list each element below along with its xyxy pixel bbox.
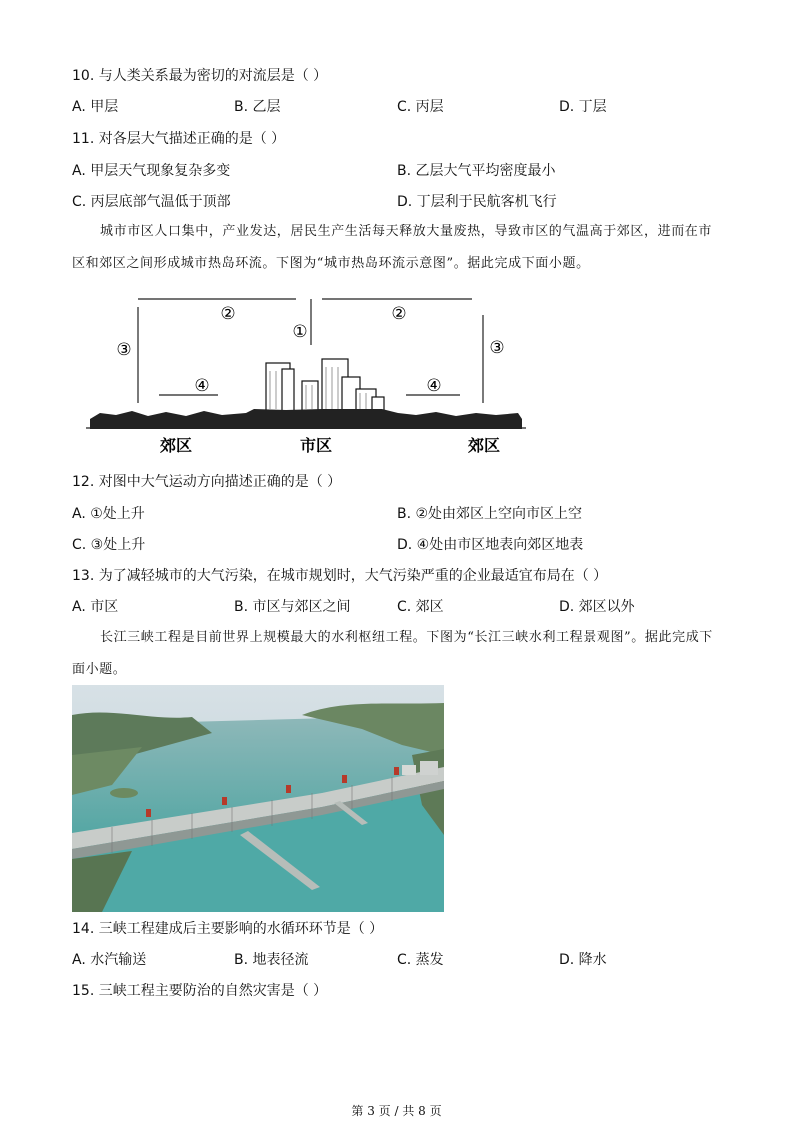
q10-option-b: B. 乙层 <box>234 99 281 115</box>
label-1: ① <box>292 322 308 342</box>
label-3-left: ③ <box>116 340 132 360</box>
q11-stem: 11. 对各层大气描述正确的是（ ） <box>72 131 286 147</box>
label-suburb-right: 郊区 <box>467 436 501 455</box>
label-2-right: ② <box>391 304 407 324</box>
q10-option-d: D. 丁层 <box>559 99 607 115</box>
q13-stem: 13. 为了减轻城市的大气污染，在城市规划时，大气污染严重的企业最适宜布局在（ ） <box>72 568 608 584</box>
q10-option-c: C. 丙层 <box>397 99 444 115</box>
q11-option-a: A. 甲层天气现象复杂多变 <box>72 163 231 179</box>
label-urban: 市区 <box>299 436 333 455</box>
q13-option-b: B. 市区与郊区之间 <box>234 599 351 615</box>
heat-island-diagram <box>86 285 526 455</box>
q15-stem: 15. 三峡工程主要防治的自然灾害是（ ） <box>72 983 328 999</box>
ground-silhouette <box>90 409 522 429</box>
page-footer: 第 3 页 / 共 8 页 <box>351 1104 442 1118</box>
q11-option-b: B. 乙层大气平均密度最小 <box>397 163 556 179</box>
q12-option-b: B. ②处由郊区上空向市区上空 <box>397 506 583 522</box>
q14-option-d: D. 降水 <box>559 952 607 968</box>
q14-option-b: B. 地表径流 <box>234 952 309 968</box>
q12-option-c: C. ③处上升 <box>72 537 146 553</box>
passage-heat-island <box>72 216 720 280</box>
q14-option-c: C. 蒸发 <box>397 952 444 968</box>
label-4-left: ④ <box>194 376 210 396</box>
label-4-right: ④ <box>426 376 442 396</box>
q12-stem: 12. 对图中大气运动方向描述正确的是（ ） <box>72 474 342 490</box>
q10-option-a: A. 甲层 <box>72 99 119 115</box>
q13-option-a: A. 市区 <box>72 599 119 615</box>
q14-option-a: A. 水汽输送 <box>72 952 147 968</box>
passage-three-gorges-text: 长江三峡工程是目前世界上规模最大的水利枢纽工程。下图为“长江三峡水利工程景观图”。据此完成下面小题。 <box>72 630 713 677</box>
q10-stem: 10. 与人类关系最为密切的对流层是（ ） <box>72 68 328 84</box>
q13-option-c: C. 郊区 <box>397 599 444 615</box>
passage-heat-island-text: 城市市区人口集中，产业发达，居民生产生活每天释放大量废热，导致市区的气温高于郊区，进而在市区和郊区之间形成城市热岛环流。下图为“城市热岛环流示意图”。据此完成下面小题。 <box>72 224 713 271</box>
three-gorges-dam-photo <box>72 685 444 912</box>
q12-option-a: A. ①处上升 <box>72 506 145 522</box>
q11-option-d: D. 丁层利于民航客机飞行 <box>397 194 557 210</box>
label-3-right: ③ <box>489 338 505 358</box>
passage-three-gorges <box>72 622 720 686</box>
q11-option-c: C. 丙层底部气温低于顶部 <box>72 194 231 210</box>
q12-option-d: D. ④处由市区地表向郊区地表 <box>397 537 584 553</box>
label-suburb-left: 郊区 <box>159 436 193 455</box>
q14-stem: 14. 三峡工程建成后主要影响的水循环环节是（ ） <box>72 921 384 937</box>
q13-option-d: D. 郊区以外 <box>559 599 635 615</box>
label-2-left: ② <box>220 304 236 324</box>
